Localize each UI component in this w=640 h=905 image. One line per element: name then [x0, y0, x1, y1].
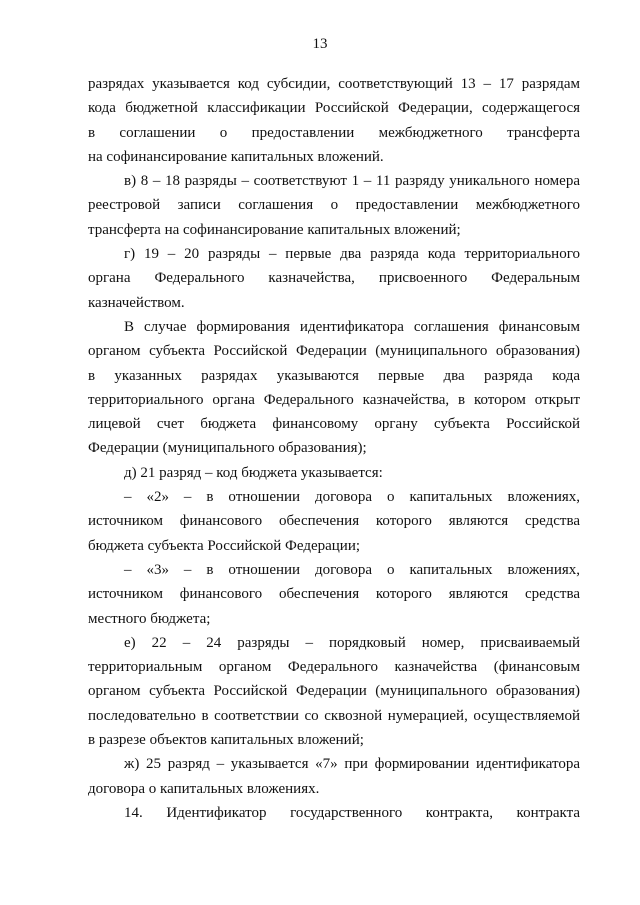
text-line: 14. Идентификатор государственного контракта, контракта	[124, 804, 580, 821]
text-line: трансферта на софинансирование капитальных вложений;	[88, 221, 461, 238]
text-line: органом субъекта Российской Федерации (муниципального образования)	[88, 343, 580, 360]
text-line: территориальным органом Федерального казначейства (финансовым	[88, 659, 580, 676]
text-line: кода бюджетной классификации Российской Федерации, содержащегося	[88, 100, 580, 117]
text-line: источником финансового обеспечения которого являются средства	[88, 586, 580, 603]
document-body	[88, 72, 580, 825]
text-line: е) 22 – 24 разряды – порядковый номер, присваиваемый	[124, 634, 580, 651]
text-line: Федерации (муниципального образования);	[88, 440, 367, 457]
text-line: органом субъекта Российской Федерации (муниципального образования)	[88, 683, 580, 700]
text-line: источником финансового обеспечения которого являются средства	[88, 513, 580, 530]
page-number: 13	[312, 36, 328, 52]
text-line: бюджета субъекта Российской Федерации;	[88, 537, 361, 554]
text-line: договора о капитальных вложениях.	[88, 780, 320, 797]
text-line: на софинансирование капитальных вложений.	[88, 148, 384, 165]
text-line: – «2» – в отношении договора о капитальных вложениях,	[124, 489, 580, 506]
text-line: в соглашении о предоставлении межбюджетного трансферта	[88, 124, 580, 141]
text-line: ж) 25 разряд – указывается «7» при формировании идентификатора	[124, 756, 580, 773]
text-line: реестровой записи соглашения о предоставлении межбюджетного	[88, 197, 580, 214]
text-line: в разрезе объектов капитальных вложений;	[88, 732, 364, 749]
text-line: последовательно в соответствии со сквозной нумерацией, осуществляемой	[88, 707, 580, 724]
text-line: – «3» – в отношении договора о капитальных вложениях,	[124, 561, 580, 578]
text-line: казначейством.	[88, 294, 185, 311]
text-line: г) 19 – 20 разряды – первые два разряда кода территориального	[124, 246, 580, 263]
text-line: лицевой счет бюджета финансовому органу субъекта Российской	[88, 416, 580, 433]
text-line: органа Федерального казначейства, присвоенного Федеральным	[88, 270, 580, 287]
text-line: д) 21 разряд – код бюджета указывается:	[124, 464, 383, 481]
text-line: в указанных разрядах указываются первые два разряда кода	[88, 367, 580, 384]
text-line: разрядах указывается код субсидии, соответствующий 13 – 17 разрядам	[88, 76, 580, 92]
text-line: территориального органа Федерального казначейства, в котором открыт	[88, 391, 580, 408]
text-line: местного бюджета;	[88, 610, 211, 627]
text-line: в) 8 – 18 разряды – соответствуют 1 – 11 разряду уникального номера	[124, 173, 580, 190]
text-line: В случае формирования идентификатора соглашения финансовым	[124, 318, 580, 335]
